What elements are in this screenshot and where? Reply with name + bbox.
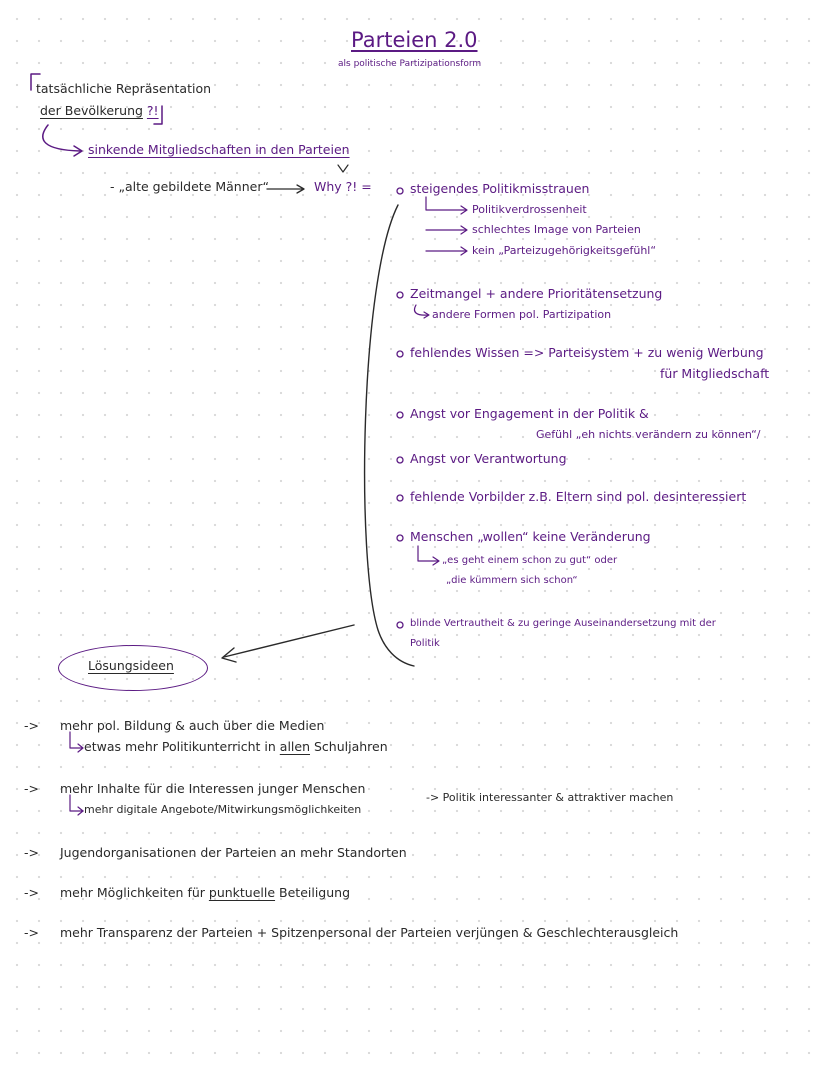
solution-4-post: Beteiligung	[275, 885, 351, 900]
solution-1: mehr pol. Bildung & auch über die Medien	[60, 718, 325, 733]
solution-5-arrow: ->	[24, 925, 39, 940]
solution-2-side: -> Politik interessanter & attraktiver machen	[426, 791, 674, 804]
solution-3: Jugendorganisationen der Parteien an mehr Standorten	[60, 845, 407, 860]
question-text: der Bevölkerung	[40, 103, 143, 118]
solution-1-arrow: ->	[24, 718, 39, 733]
bullet-reason-5	[397, 495, 403, 501]
arrow-to-why	[338, 165, 348, 172]
bullet-reason-7	[397, 622, 403, 628]
bullet-reason-3	[397, 351, 403, 357]
solution-1-sub-post: Schuljahren	[310, 739, 388, 754]
reason-2-sub: andere Formen pol. Partizipation	[432, 308, 612, 321]
question-line-1: tatsächliche Repräsentation	[36, 81, 212, 96]
reason-1-sub-1: Politikverdrossenheit	[472, 203, 587, 216]
question-mark: ?!	[146, 103, 159, 118]
solution-2: mehr Inhalte für die Interessen junger Menschen	[60, 781, 366, 796]
reason-7-line-2: Politik	[410, 638, 440, 649]
reason-1-sub-3: kein „Parteizugehörigkeitsgefühl“	[472, 244, 657, 257]
reason-1: steigendes Politikmisstrauen	[410, 181, 590, 196]
solution-4-arrow: ->	[24, 885, 39, 900]
sinkende-mitgliedschaften: sinkende Mitgliedschaften in den Parteien	[88, 142, 350, 157]
page-subtitle: als politische Partizipationsform	[338, 59, 482, 69]
reason-4-line-3: Angst vor Verantwortung	[410, 451, 567, 466]
alte-maenner: - „alte gebildete Männer“	[110, 179, 269, 194]
solution-5: mehr Transparenz der Parteien + Spitzenpersonal der Parteien verjüngen & Geschlechterausgleich	[60, 925, 679, 940]
reason-4-line-1: Angst vor Engagement in der Politik &	[410, 406, 649, 421]
reason-3-line-1: fehlendes Wissen => Parteisystem + zu wenig Werbung	[410, 345, 764, 360]
bullet-reason-2	[397, 292, 403, 298]
reason-5: fehlende Vorbilder z.B. Eltern sind pol. desinteressiert	[410, 489, 747, 504]
why-label: Why ?! =	[314, 179, 372, 194]
solution-2-sub: mehr digitale Angebote/Mitwirkungsmöglichkeiten	[84, 803, 362, 816]
question-bracket	[31, 74, 40, 90]
bullet-reason-6	[397, 535, 403, 541]
solution-3-arrow: ->	[24, 845, 39, 860]
solution-1-sub-pre: etwas mehr Politikunterricht in	[84, 739, 280, 754]
arrow-to-loesungsideen	[224, 625, 354, 657]
reason-3-line-2: für Mitgliedschaft	[660, 366, 770, 381]
loesungsideen-label: Lösungsideen	[88, 658, 174, 673]
reason-4-line-2: Gefühl „eh nichts verändern zu können“/	[536, 428, 761, 441]
bullet-reason-1	[397, 188, 403, 194]
reason-6: Menschen „wollen“ keine Veränderung	[410, 529, 651, 544]
solution-4-underlined: punktuelle	[208, 885, 276, 900]
reason-6-sub-1: „es geht einem schon zu gut“ oder	[442, 555, 618, 566]
question-close-bracket	[154, 106, 162, 124]
reason-1-sub-2: schlechtes Image von Parteien	[472, 223, 641, 236]
solution-1-sub-underlined: allen	[279, 739, 311, 754]
bullet-reason-4a	[397, 412, 403, 418]
reason-7-line-1: blinde Vertrautheit & zu geringe Auseinandersetzung mit der	[410, 618, 716, 629]
solution-4-pre: mehr Möglichkeiten für	[60, 885, 209, 900]
reasons-curve	[365, 205, 414, 666]
reason-6-sub-2: „die kümmern sich schon“	[446, 575, 578, 586]
bullet-reason-4c	[397, 457, 403, 463]
page-title: Parteien 2.0	[351, 28, 478, 52]
solution-2-arrow: ->	[24, 781, 39, 796]
reason-2: Zeitmangel + andere Prioritätensetzung	[410, 286, 663, 301]
